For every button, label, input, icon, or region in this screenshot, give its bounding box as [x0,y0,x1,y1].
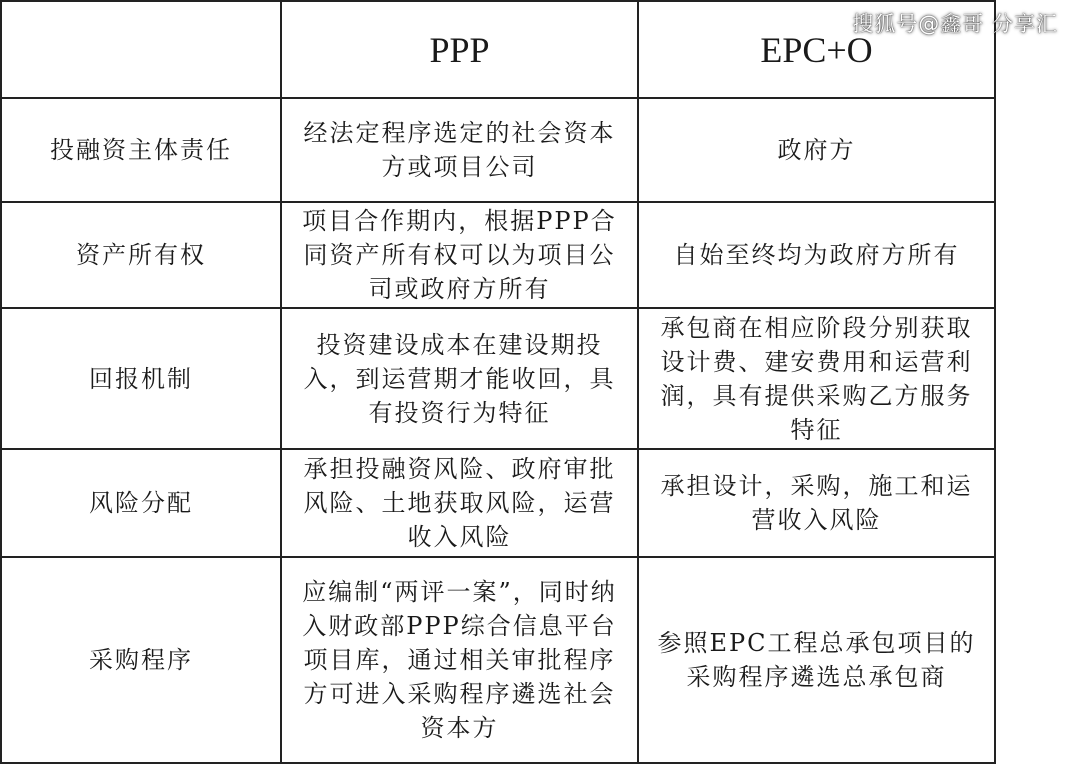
row-label: 回报机制 [1,308,281,449]
header-row [1,1,995,98]
epc-cell: 政府方 [638,98,995,202]
ppp-cell: 经法定程序选定的社会资本方或项目公司 [281,98,638,202]
table-row [1,308,995,449]
ppp-cell: 投资建设成本在建设期投入，到运营期才能收回，具有投资行为特征 [281,308,638,449]
header-epc: EPC+O [638,1,995,98]
row-label: 风险分配 [1,449,281,557]
epc-cell: 承包商在相应阶段分别获取设计费、建安费用和运营利润，具有提供采购乙方服务特征 [638,308,995,449]
epc-cell: 参照EPC工程总承包项目的采购程序遴选总承包商 [638,557,995,763]
header-ppp: PPP [281,1,638,98]
table-row [1,202,995,308]
table-row [1,557,995,763]
table-row [1,449,995,557]
row-label: 投融资主体责任 [1,98,281,202]
epc-cell: 自始至终均为政府方所有 [638,202,995,308]
ppp-cell: 应编制“两评一案”，同时纳入财政部PPP综合信息平台项目库，通过相关审批程序方可进入采购程序遴选社会资本方 [281,557,638,763]
ppp-cell: 项目合作期内，根据PPP合同资产所有权可以为项目公司或政府方所有 [281,202,638,308]
epc-cell: 承担设计，采购，施工和运营收入风险 [638,449,995,557]
table-row [1,98,995,202]
watermark-text: 搜狐号@鑫哥 分享汇 [852,12,1058,36]
row-label: 采购程序 [1,557,281,763]
ppp-cell: 承担投融资风险、政府审批风险、土地获取风险，运营收入风险 [281,449,638,557]
corner-cell [1,1,281,98]
row-label: 资产所有权 [1,202,281,308]
